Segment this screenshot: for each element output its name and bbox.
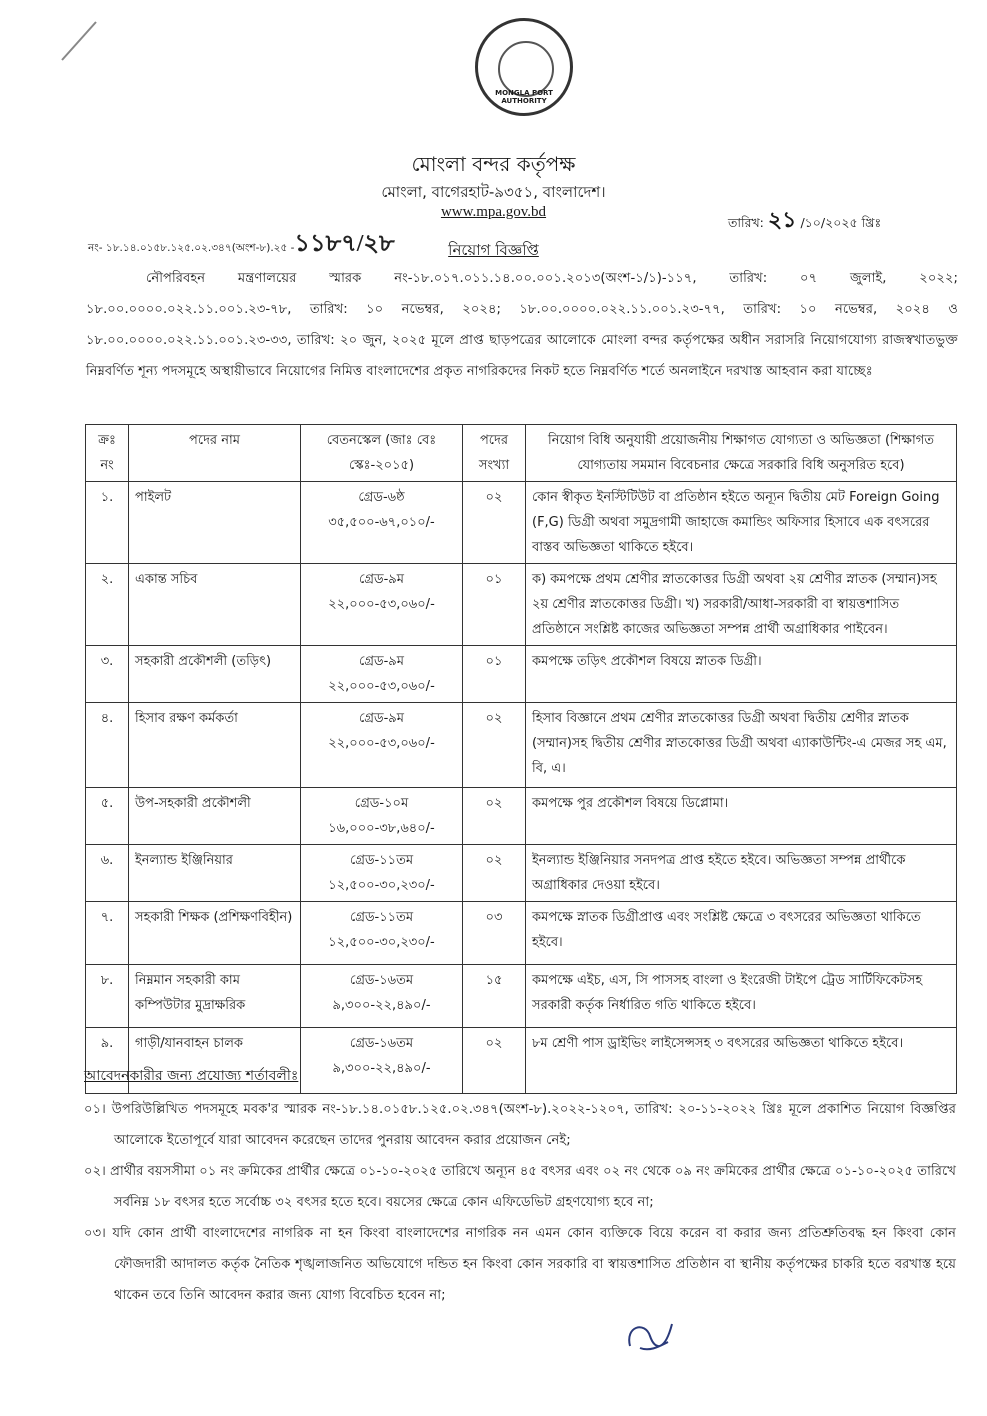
serial-cell: ৮.: [86, 965, 129, 1028]
post-name-cell: পাইলট: [129, 482, 301, 564]
organization-name: মোংলা বন্দর কর্তৃপক্ষ: [411, 152, 576, 176]
mongla-port-authority-seal: [475, 18, 573, 116]
salary-range-text: ১২,৫০০-৩০,২৩০/-: [328, 878, 435, 893]
post-count-cell: ০৩: [463, 902, 526, 965]
serial-cell: ৯.: [86, 1028, 129, 1094]
table-row: [86, 646, 957, 703]
post-count-cell: ০২: [463, 1028, 526, 1094]
date-rest: /১০/২০২৫ খ্রিঃ: [800, 215, 882, 230]
pay-scale-cell: [301, 703, 463, 788]
pay-scale-cell: [301, 845, 463, 902]
table-header-row: [86, 425, 957, 482]
post-count-cell: ০১: [463, 564, 526, 646]
memo-reference-printed: নং- ১৮.১৪.০১৫৮.১২৫.০২.৩৪৭(অংশ-৮).২৫ -: [88, 242, 295, 254]
post-count-cell: ০২: [463, 703, 526, 788]
qualification-cell: কোন স্বীকৃত ইনস্টিটিউট বা প্রতিষ্ঠান হইতে অন্যূন দ্বিতীয় মেট Foreign Going (F,G) ডিগ্রী অথবা সমুদ্রগামী জাহাজে কমান্ডিং অফিসার হিসাবে এক বৎসরের বাস্তব অভিজ্ঞতা থাকিতে হইবে।: [526, 482, 957, 564]
salary-range-text: ১২,৫০০-৩০,২৩০/-: [328, 935, 435, 950]
serial-cell: ৬.: [86, 845, 129, 902]
notice-title-text: নিয়োগ বিজ্ঞপ্তি: [448, 241, 539, 259]
serial-cell: ৪.: [86, 703, 129, 788]
grade-text: গ্রেড-১০ম: [354, 796, 409, 811]
salary-range-text: ২২,০০০-৫৩,০৬০/-: [328, 597, 435, 612]
date-label: তারিখ:: [728, 215, 764, 230]
serial-cell: ৭.: [86, 902, 129, 965]
post-count-cell: ০২: [463, 482, 526, 564]
serial-cell: ৩.: [86, 646, 129, 703]
pay-scale-cell: [301, 482, 463, 564]
post-name-cell: হিসাব রক্ষণ কর্মকর্তা: [129, 703, 301, 788]
pen-mark: [58, 20, 98, 62]
table-row: [86, 902, 957, 965]
qualification-cell: কমপক্ষে তড়িৎ প্রকৌশল বিষয়ে স্নাতক ডিগ্রী।: [526, 646, 957, 703]
qualification-cell: ইনল্যান্ড ইঞ্জিনিয়ার সনদপত্র প্রাপ্ত হইতে হইবে। অভিজ্ঞতা সম্পন্ন প্রার্থীকে অগ্রাধিকার দেওয়া হইবে।: [526, 845, 957, 902]
post-name-cell: নিম্নমান সহকারী কাম কম্পিউটার মুদ্রাক্ষরিক: [129, 965, 301, 1028]
grade-text: গ্রেড-৯ম: [359, 654, 404, 669]
post-name-cell: উপ-সহকারী প্রকৌশলী: [129, 788, 301, 845]
header-serial: ক্রঃ নং: [86, 425, 129, 482]
salary-range-text: ২২,০০০-৫৩,০৬০/-: [328, 679, 435, 694]
qualification-cell: কমপক্ষে এইচ, এস, সি পাসসহ বাংলা ও ইংরেজী টাইপে ট্রেড সার্টিফিকেটসহ সরকারী কর্তৃক নির্ধারিত গতি থাকিতে হইবে।: [526, 965, 957, 1028]
table-row: [86, 703, 957, 788]
memo-reference-handwritten: ১১৮৭/২৮: [294, 231, 395, 257]
post-name-cell: সহকারী প্রকৌশলী (তড়িৎ): [129, 646, 301, 703]
post-name-cell: ইনল্যান্ড ইঞ্জিনিয়ার: [129, 845, 301, 902]
conditions-title: আবেদনকারীর জন্য প্রযোজ্য শর্তাবলীঃ: [84, 1068, 299, 1084]
header-pay-scale: বেতনস্কেল (জাঃ বেঃ স্কেঃ-২০১৫): [301, 425, 463, 482]
vacancy-table: [85, 424, 957, 1094]
pay-scale-cell: [301, 1028, 463, 1094]
post-count-cell: ১৫: [463, 965, 526, 1028]
condition-item: ০১। উপরিউল্লিখিত পদসমূহে মবক'র স্মারক নং-১৮.১৪.০১৫৮.১২৫.০২.৩৪৭(অংশ-৮).২০২২-১২০৭, তারিখ: ২০-১১-২০২২ খ্রিঃ মূলে প্রকাশিত নিয়োগ বিজ্ঞপ্তির আলোকে ইতোপূর্বে যারা আবেদন করেছেন তাদের পুনরায় আবেদন করার প্রয়োজন নেই;: [84, 1102, 956, 1148]
header-qualification: নিয়োগ বিধি অনুযায়ী প্রয়োজনীয় শিক্ষাগত যোগ্যতা ও অভিজ্ঞতা (শিক্ষাগত যোগ্যতায় সমমান বিবেচনার ক্ষেত্রে সরকারি বিধি অনুসরিত হবে): [526, 425, 957, 482]
qualification-cell: কমপক্ষে পুর প্রকৌশল বিষয়ে ডিপ্লোমা।: [526, 788, 957, 845]
grade-text: গ্রেড-১১তম: [349, 910, 414, 925]
qualification-cell: ক) কমপক্ষে প্রথম শ্রেণীর স্নাতকোত্তর ডিগ্রী অথবা ২য় শ্রেণীর স্নাতক (সম্মান)সহ ২য় শ্রেণীর স্নাতকোত্তর ডিগ্রী। খ) সরকারী/আধা-সরকারী বা স্বায়ত্তশাসিত প্রতিষ্ঠানে সংশ্লিষ্ট কাজের অভিজ্ঞতা সম্পন্ন প্রার্থী অগ্রাধিকার পাইবেন।: [526, 564, 957, 646]
header-post-count: পদের সংখ্যা: [463, 425, 526, 482]
salary-range-text: ২২,০০০-৫৩,০৬০/-: [328, 736, 435, 751]
table-row: [86, 788, 957, 845]
grade-text: গ্রেড-৯ম: [359, 711, 404, 726]
salary-range-text: ৩৫,৫০০-৬৭,০১০/-: [328, 515, 435, 530]
organization-address: মোংলা, বাগেরহাট-৯৩৫১, বাংলাদেশ।: [381, 183, 606, 201]
salary-range-text: ৯,৩০০-২২,৪৯০/-: [332, 1061, 431, 1076]
post-count-cell: ০২: [463, 788, 526, 845]
pay-scale-cell: [301, 965, 463, 1028]
post-name-cell: একান্ত সচিব: [129, 564, 301, 646]
salary-range-text: ৯,৩০০-২২,৪৯০/-: [332, 998, 431, 1013]
post-name-cell: সহকারী শিক্ষক (প্রশিক্ষণবিহীন): [129, 902, 301, 965]
qualification-cell: কমপক্ষে স্নাতক ডিগ্রীপ্রাপ্ত এবং সংশ্লিষ্ট ক্ষেত্রে ৩ বৎসরের অভিজ্ঞতা থাকিতে হইবে।: [526, 902, 957, 965]
grade-text: গ্রেড-১৬তম: [349, 973, 414, 988]
table-row: [86, 482, 957, 564]
website-link[interactable]: www.mpa.gov.bd: [440, 204, 547, 220]
grade-text: গ্রেড-১৬তম: [349, 1036, 414, 1051]
qualification-cell: হিসাব বিজ্ঞানে প্রথম শ্রেণীর স্নাতকোত্তর ডিগ্রী অথবা দ্বিতীয় শ্রেণীর স্নাতক (সম্মান)সহ দ্বিতীয় শ্রেণীর স্নাতকোত্তর ডিগ্রী অথবা এ্যাকাউন্টিং-এ মেজর সহ এম, বি, এ।: [526, 703, 957, 788]
pay-scale-cell: [301, 902, 463, 965]
pay-scale-cell: [301, 646, 463, 703]
signature: [620, 1316, 680, 1356]
condition-item: ০৩। যদি কোন প্রার্থী বাংলাদেশের নাগরিক না হন কিংবা বাংলাদেশের নাগরিক নন এমন কোন ব্যক্তিকে বিয়ে করেন বা করার জন্য প্রতিশ্রুতিবদ্ধ হন কিংবা কোন ফৌজদারী আদালত কর্তৃক নৈতিক শৃঙ্খলাজনিত অভিযোগে দন্ডিত হন কিংবা কোন সরকারি বা স্বায়ত্তশাসিত প্রতিষ্ঠান বা স্থানীয় কর্তৃপক্ষের চাকরি হতে বরখাস্ত হয়ে থাকেন তবে তিনি আবেদন করার জন্য যোগ্য বিবেচিত হবেন না;: [84, 1226, 956, 1303]
grade-text: গ্রেড-৬ষ্ঠ: [358, 490, 405, 505]
intro-paragraph: নৌপরিবহন মন্ত্রণালয়ের স্মারক নং-১৮.০১৭.০১১.১৪.০০.০০১.২০১৩(অংশ-১/১)-১১৭, তারিখ: ০৭ জুলাই, ২০২২; ১৮.০০.০০০০.০২২.১১.০০১.২৩-৭৮, তারিখ: ১০ নভেম্বর, ২০২৪; ১৮.০০.০০০০.০২২.১১.০০১.২৩-৭৭, তারিখ: ১০ নভেম্বর, ২০২৪ ও ১৮.০০.০০০০.০২২.১১.০০১.২৩-৩৩, তারিখ: ২০ জুন, ২০২৫ মূলে প্রাপ্ত ছাড়পত্রের আলোকে মোংলা বন্দর কর্তৃপক্ষের অধীন সরাসরি নিয়োগযোগ্য রাজস্বখাতভুক্ত নিম্নবর্ণিত শূন্য পদসমূহে অস্থায়ীভাবে নিয়োগের নিমিত্ত বাংলাদেশের প্রকৃত নাগরিকদের নিকট হতে নিম্নবর্ণিত শর্তে অনলাইনে দরখাস্ত আহবান করা যাচ্ছেঃ: [86, 271, 958, 379]
header-post-name: পদের নাম: [129, 425, 301, 482]
serial-cell: ১.: [86, 482, 129, 564]
serial-cell: ২.: [86, 564, 129, 646]
pay-scale-cell: [301, 564, 463, 646]
seal-text: MONGLA PORT AUTHORITY: [495, 89, 553, 105]
post-count-cell: ০২: [463, 845, 526, 902]
table-row: [86, 564, 957, 646]
notice-title: [0, 239, 987, 264]
date-handwritten-day: ২১: [767, 208, 797, 233]
salary-range-text: ১৬,০০০-৩৮,৬৪০/-: [328, 821, 435, 836]
table-row: [86, 965, 957, 1028]
qualification-cell: ৮ম শ্রেণী পাস ড্রাইভিং লাইসেন্সসহ ৩ বৎসরের অভিজ্ঞতা থাকিতে হইবে।: [526, 1028, 957, 1094]
post-name-cell: গাড়ী/যানবাহন চালক: [129, 1028, 301, 1094]
table-row: [86, 845, 957, 902]
post-count-cell: ০১: [463, 646, 526, 703]
pay-scale-cell: [301, 788, 463, 845]
issue-date: [728, 203, 881, 240]
condition-item: ০২। প্রার্থীর বয়সসীমা ০১ নং ক্রমিকের প্রার্থীর ক্ষেত্রে ০১-১০-২০২৫ তারিখে অন্যূন ৪৫ বৎসর এবং ০২ নং থেকে ০৯ নং ক্রমিকের প্রার্থীর ক্ষেত্রে ০১-১০-২০২৫ তারিখে সর্বনিম্ন ১৮ বৎসর হতে সর্বোচ্চ ৩২ বৎসর হতে হবে। বয়সের ক্ষেত্রে কোন এফিডেভিট গ্রহণযোগ্য হবে না;: [84, 1164, 956, 1210]
grade-text: গ্রেড-১১তম: [349, 853, 414, 868]
grade-text: গ্রেড-৯ম: [359, 572, 404, 587]
serial-cell: ৫.: [86, 788, 129, 845]
